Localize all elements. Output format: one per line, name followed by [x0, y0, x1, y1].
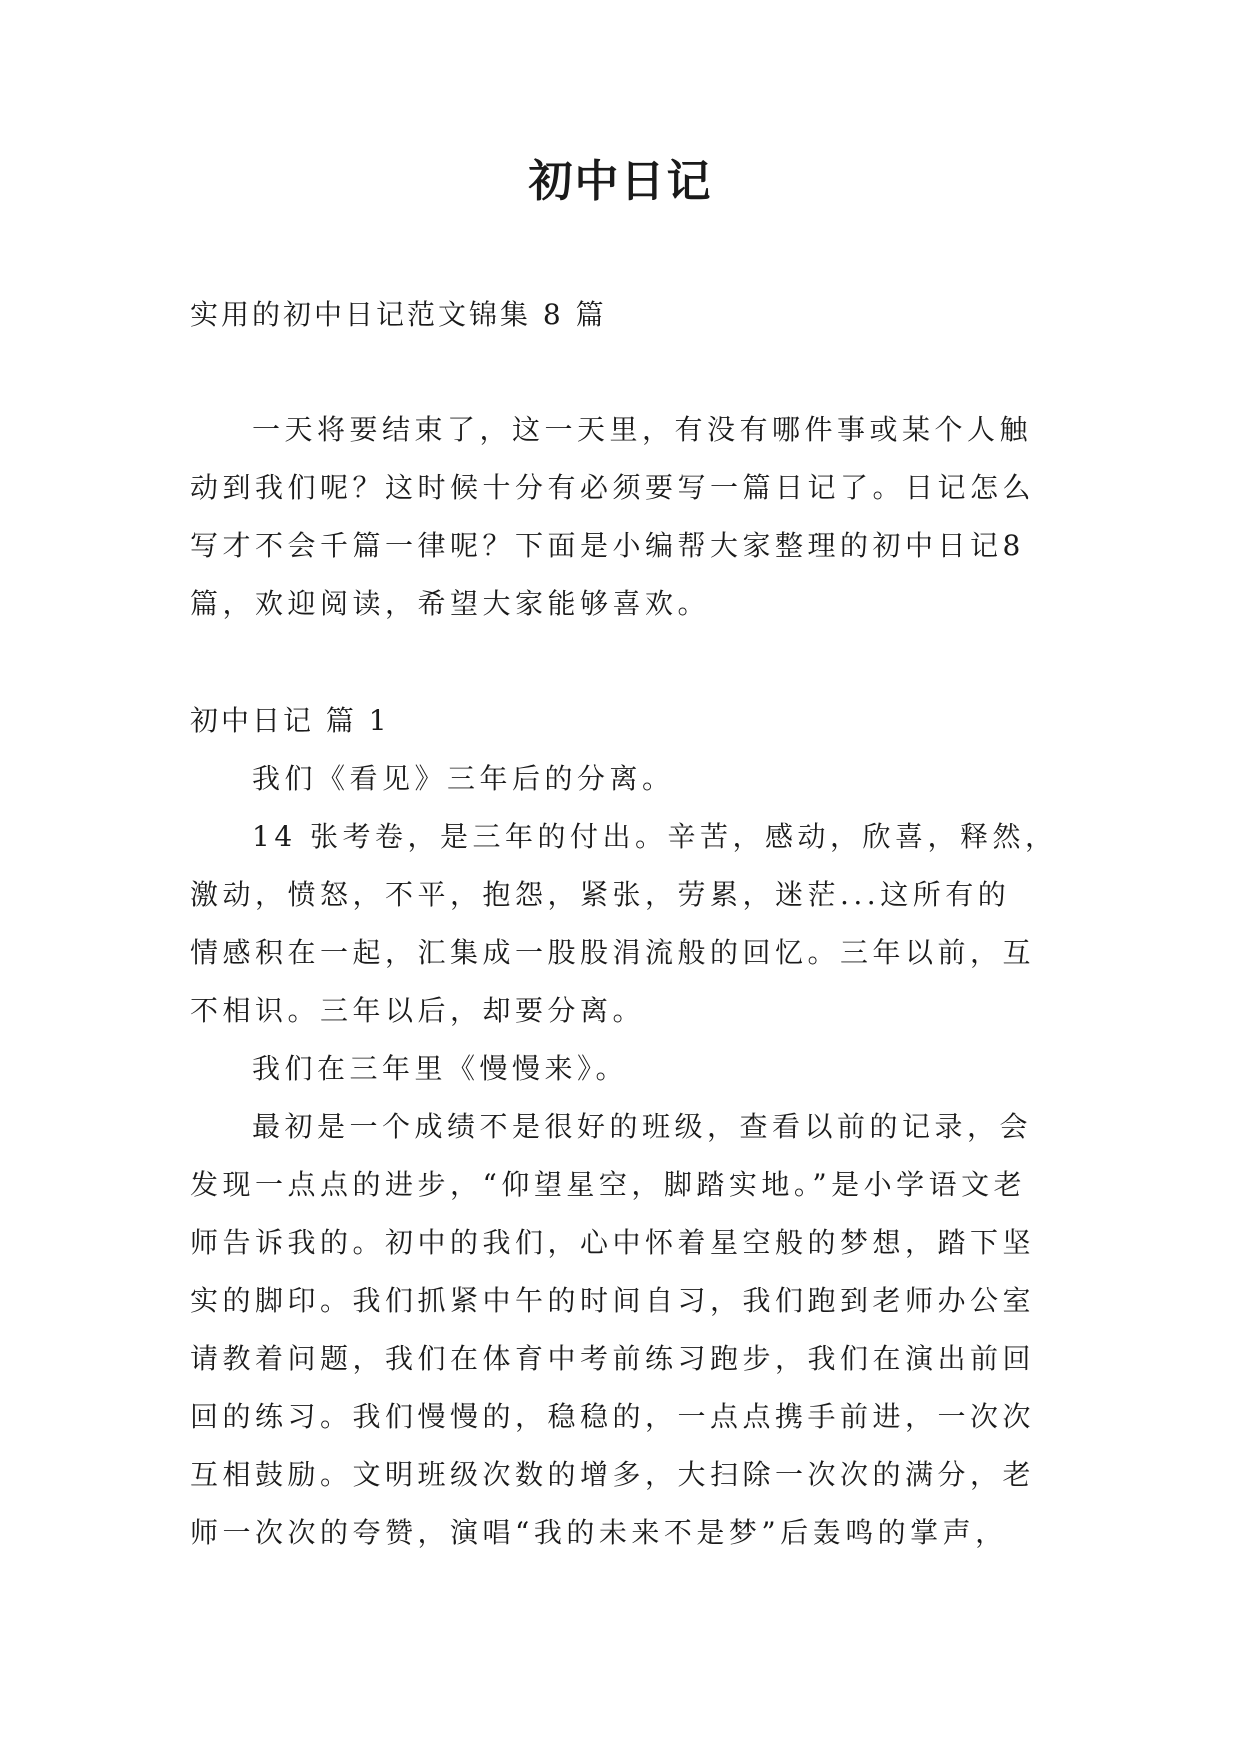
body-paragraph	[190, 750, 1070, 808]
intro-line: 一天将要结束了，这一天里，有没有哪件事或某个人触	[252, 413, 1033, 446]
intro-line: 动到我们呢？这时候十分有必须要写一篇日记了。日记怎么	[190, 471, 1036, 504]
paragraph-line: 师一次次的夸赞，演唱“我的未来不是梦”后轰鸣的掌声，	[190, 1516, 1008, 1549]
paragraph-line: 情感积在一起，汇集成一股股涓流般的回忆。三年以前，互	[190, 936, 1036, 969]
intro-line: 篇，欢迎阅读，希望大家能够喜欢。	[190, 587, 711, 620]
document-title: 初中日记	[528, 156, 713, 207]
paragraph-line: 不相识。三年以后，却要分离。	[190, 994, 646, 1027]
paragraph-line: 14 张考卷，是三年的付出。辛苦，感动，欣喜，释然，	[252, 820, 1058, 853]
section-heading: 初中日记 篇 1	[190, 704, 390, 737]
intro-paragraph	[190, 401, 1070, 633]
body-paragraph	[190, 808, 1070, 1040]
body-paragraph	[190, 1040, 1070, 1098]
paragraph-line: 最初是一个成绩不是很好的班级，查看以前的记录，会	[252, 1110, 1033, 1143]
paragraph-line: 激动，愤怒，不平，抱怨，紧张，劳累，迷茫...这所有的	[190, 878, 1011, 911]
paragraph-line: 我们在三年里《慢慢来》。	[252, 1052, 629, 1085]
intro-line: 写才不会千篇一律呢？下面是小编帮大家整理的初中日记8	[190, 529, 1025, 562]
paragraph-line: 师告诉我的。初中的我们，心中怀着星空般的梦想，踏下坚	[190, 1226, 1036, 1259]
paragraph-line: 我们《看见》三年后的分离。	[252, 762, 675, 795]
paragraph-line: 互相鼓励。文明班级次数的增多，大扫除一次次的满分，老	[190, 1458, 1036, 1491]
paragraph-line: 发现一点点的进步，“仰望星空，脚踏实地。”是小学语文老	[190, 1168, 1027, 1201]
paragraph-line: 回的练习。我们慢慢的，稳稳的，一点点携手前进，一次次	[190, 1400, 1036, 1433]
document-subtitle: 实用的初中日记范文锦集 8 篇	[190, 298, 607, 331]
body-paragraph	[190, 1098, 1070, 1562]
paragraph-line: 请教着问题，我们在体育中考前练习跑步，我们在演出前回	[190, 1342, 1036, 1375]
paragraph-line: 实的脚印。我们抓紧中午的时间自习，我们跑到老师办公室	[190, 1284, 1036, 1317]
